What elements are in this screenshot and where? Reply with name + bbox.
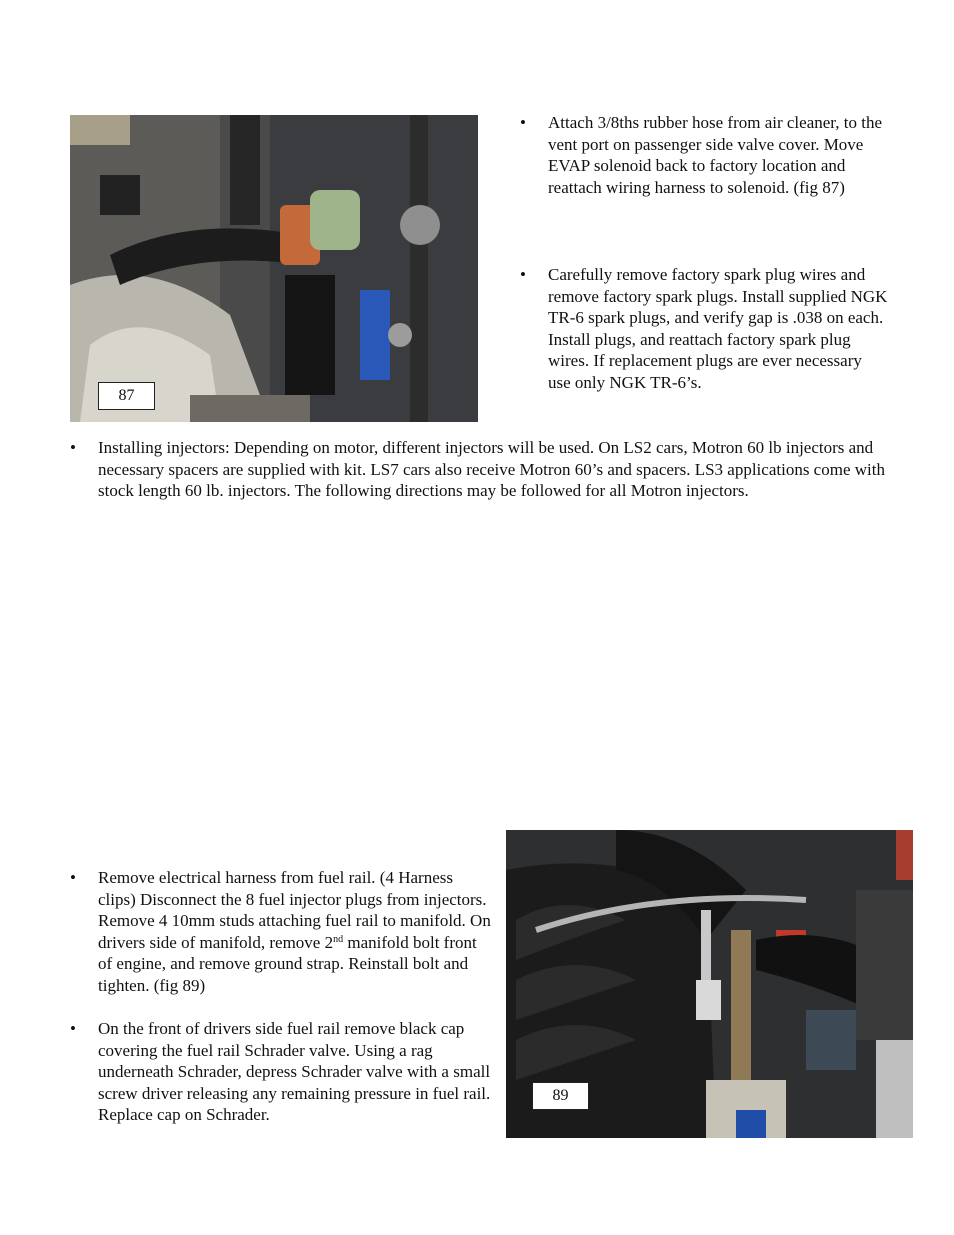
bullet-text xyxy=(98,867,494,997)
figure-87-photo xyxy=(70,115,478,422)
figure-89-label: 89 xyxy=(532,1082,589,1110)
ordinal-superscript: nd xyxy=(333,933,344,945)
bullet-text: Attach 3/8ths rubber hose from air cleaner, to the vent port on passenger side valve cover. Move EVAP solenoid back to factory location and reattach wiring harness to solenoid. (fig 87) xyxy=(548,113,883,197)
bullet-marker: • xyxy=(70,868,76,887)
bullet-marker: • xyxy=(520,113,526,132)
figure-89-photo xyxy=(506,830,913,1138)
bullet-text: On the front of drivers side fuel rail remove black cap covering the fuel rail Schrader valve. Using a rag underneath Schrader, depress Schrader valve with a small screw driver releasing any remaining pressure in fuel rail. Replace cap on Schrader. xyxy=(98,1019,491,1125)
bullet-marker: • xyxy=(70,438,76,457)
bullet-text: Installing injectors: Depending on motor, different injectors will be used. On LS2 cars, Motron 60 lb injectors and necessary spacers are supplied with kit. LS7 cars also receive Motron 60’s and spacers. LS3 applications come with stock length 60 lb. injectors. The following directions may be followed for all Motron injectors. xyxy=(98,438,885,501)
bullet-text-after: manifold bolt front of engine, and remove ground strap. Reinstall bolt and tighten. (fig 89) xyxy=(98,932,477,995)
bullet-marker: • xyxy=(70,1019,76,1038)
figure-87-label: 87 xyxy=(98,382,155,410)
bullet-text: Carefully remove factory spark plug wires and remove factory spark plugs. Install supplied NGK TR-6 spark plugs, and verify gap is .038 on each. Install plugs, and reattach factory spark plug wires. If replacement plugs are ever necessary use only NGK TR-6’s. xyxy=(548,265,888,392)
bullet-text-before: Remove electrical harness from fuel rail. (4 Harness clips) Disconnect the 8 fuel injector plugs from injectors. Remove 4 10mm studs attaching fuel rail to manifold. On drivers side of manifold, remove 2 xyxy=(98,868,491,952)
bullet-marker: • xyxy=(520,265,526,284)
